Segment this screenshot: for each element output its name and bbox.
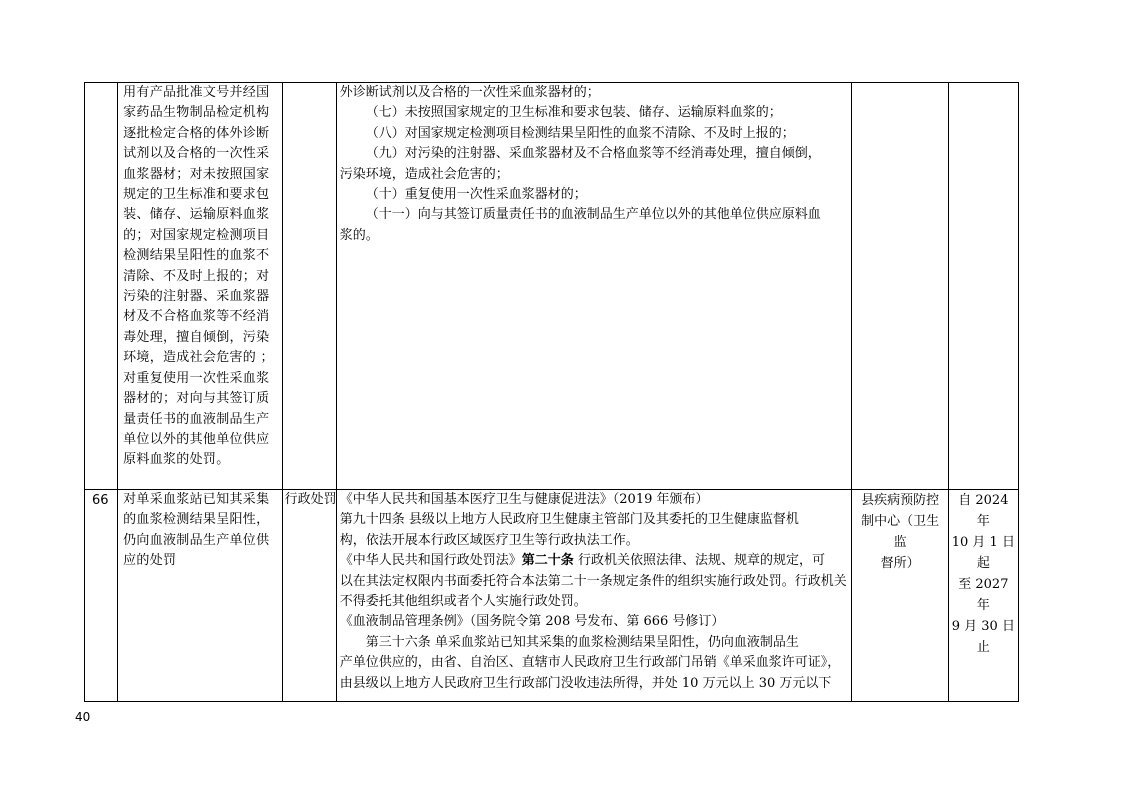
item-text (118, 490, 282, 572)
text-line: 县疾病预防控 (861, 493, 940, 508)
text-line: 对重复使用一次性采血浆 (123, 370, 270, 386)
time-cell (948, 490, 1018, 702)
basis-paragraph: （七）未按照国家规定的卫生标准和要求包装、储存、运输原料血浆的； (365, 105, 782, 121)
law-article: 产单位供应的，由省、自治区、直辖市人民政府卫生行政部门吊销《单采血浆许可证》， (339, 655, 841, 671)
law-article: 由县级以上地方人民政府卫生行政部门没收违法所得，并处 10 万元以上 30 万元以下 (339, 675, 832, 691)
basis-paragraph: （九）对污染的注射器、采血浆器材及不合格血浆等不经消毒处理，擅自倾倒， (365, 146, 821, 162)
number-cell (85, 83, 118, 490)
text-line: 制中心（卫生监 (861, 514, 940, 550)
page-number: 40 (75, 710, 91, 724)
text-line: 单位以外的其他单位供应 (123, 431, 270, 447)
table-row (85, 490, 1019, 702)
type-text: 行政处罚 (284, 492, 337, 507)
basis-paragraph: （八）对国家规定检测项目检测结果呈阳性的血浆不清除、不及时上报的； (365, 125, 795, 141)
text-line: 家药品生物制品检定机构 (123, 105, 270, 121)
basis-text (337, 83, 852, 246)
text-line: 装、储存、运输原料血浆 (123, 207, 270, 223)
law-title-line (340, 551, 849, 571)
text-line: 原料血浆的处罚。 (123, 452, 230, 468)
law-article: 行政机关依照法律、法规、规章的规定，可 (573, 553, 825, 569)
basis-cell (336, 83, 852, 490)
law-article: 以在其法定权限内书面委托符合本法第二十一条规定条件的组织实施行政处罚。行政机关 (339, 573, 847, 589)
text-line: 检测结果呈阳性的血浆不 (123, 248, 270, 264)
law-title: 《血液制品管理条例》（国务院令第 208 号发布、第 666 号修订） (339, 614, 725, 630)
text-line: 血浆器材；对未按照国家 (123, 166, 270, 182)
text-line: 应的处罚 (123, 553, 177, 569)
item-cell (118, 490, 283, 702)
basis-paragraph: （十）重复使用一次性采血浆器材的； (365, 187, 587, 203)
basis-cell (336, 490, 852, 702)
text-line: 自 2024 年 (958, 493, 1009, 529)
dept-cell (852, 490, 948, 702)
text-line: 试剂以及合格的一次性采 (123, 146, 270, 162)
text-line: 毒处理，擅自倾倒，污染 (123, 329, 270, 345)
text-line: 清除、不及时上报的；对 (123, 268, 270, 284)
law-article: 不得委托其他组织或者个人实施行政处罚。 (339, 594, 587, 610)
row-number: 66 (92, 493, 109, 508)
text-line: 量责任书的血液制品生产 (123, 411, 270, 427)
text-line: 的；对国家规定检测项目 (123, 227, 270, 243)
text-line: 污染的注射器、采血浆器 (123, 289, 270, 305)
text-line: 规定的卫生标准和要求包 (123, 187, 270, 203)
item-text (118, 83, 282, 471)
text-line: 环境，造成社会危害的 ； (123, 350, 274, 366)
law-article: 第三十六条 单采血浆站已知其采集的血浆检测结果呈阳性，仍向血液制品生 (365, 634, 799, 650)
type-cell (282, 83, 336, 490)
time-text (949, 490, 1018, 658)
basis-paragraph: 污染环境，造成社会危害的； (339, 166, 509, 182)
text-line: 器材的；对向与其签订质 (123, 391, 270, 407)
law-article: 构，依法开展本行政区域医疗卫生等行政执法工作。 (339, 532, 639, 548)
text-line: 至 2027 年 (958, 577, 1009, 613)
text-line: 督所） (880, 556, 920, 571)
text-line: 材及不合格血浆等不经消 (123, 309, 270, 325)
item-cell (118, 83, 283, 490)
document-table (84, 82, 1019, 702)
basis-paragraph: （十一）向与其签订质量责任书的血液制品生产单位以外的其他单位供应原料血 (365, 207, 821, 223)
law-article-number: 第二十条 (521, 553, 574, 569)
time-cell (948, 83, 1018, 490)
text-line: 用有产品批准文号并经国 (123, 85, 270, 100)
text-line: 对单采血浆站已知其采集 (123, 492, 270, 507)
text-line: 逐批检定合格的体外诊断 (123, 125, 270, 141)
text-line: 9 月 30 日止 (951, 619, 1015, 655)
law-article: 第九十四条 县级以上地方人民政府卫生健康主管部门及其委托的卫生健康监督机 (339, 512, 799, 528)
type-cell (282, 490, 336, 702)
dept-text (852, 490, 947, 574)
table-row (85, 83, 1019, 490)
basis-paragraph: 浆的。 (339, 227, 379, 243)
basis-text (337, 490, 852, 694)
dept-cell (852, 83, 948, 490)
text-line: 仍向血液制品生产单位供 (123, 532, 270, 548)
number-cell (85, 490, 118, 702)
law-title: 《中华人民共和国基本医疗卫生与健康促进法》（2019 年颁布） (339, 492, 709, 507)
law-title: 《中华人民共和国行政处罚法》 (339, 553, 522, 569)
row-number (85, 83, 117, 86)
text-line: 的血浆检测结果呈阳性， (123, 512, 270, 528)
text-line: 10 月 1 日起 (951, 535, 1015, 571)
basis-paragraph: 外诊断试剂以及合格的一次性采血浆器材的； (339, 85, 600, 100)
